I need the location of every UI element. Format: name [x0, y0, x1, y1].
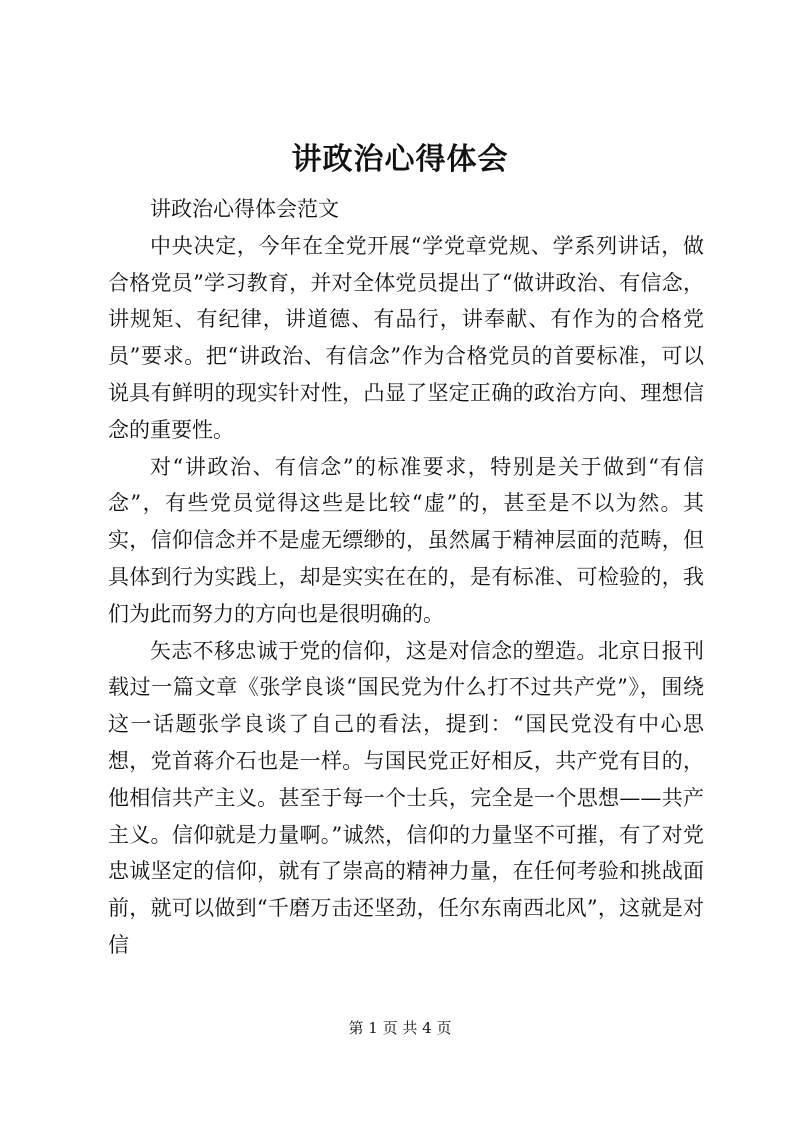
subtitle-paragraph: 讲政治心得体会范文 — [150, 197, 339, 221]
body-paragraph: 对“讲政治、有信念”的标准要求，特别是关于做到“有信念”，有些党员觉得这些是比较“虚”的，甚至是不以为然。其实，信仰信念并不是虚无缥缈的，虽然属于精神层面的范畴，但具体到行为实践上，却是实实在在的，是有标准、可检验的，我们为此而努力的方向也是很明确的。 — [108, 454, 704, 626]
page-number-footer: 第 1 页 共 4 页 — [348, 1019, 452, 1037]
body-paragraph: 中央决定，今年在全党开展“学党章党规、学系列讲话，做合格党员”学习教育，并对全体党员提出了“做讲政治、有信念，讲规矩、有纪律，讲道德、有品行，讲奉献、有作为的合格党员”要求。把“讲政治、有信念”作为合格党员的首要标准，可以说具有鲜明的现实针对性，凸显了坚定正确的政治方向、理想信念的重要性。 — [108, 233, 704, 442]
body-paragraph: 矢志不移忠诚于党的信仰，这是对信念的塑造。北京日报刊载过一篇文章《张学良谈“国民党为什么打不过共产党”》，围绕这一话题张学良谈了自己的看法，提到：“国民党没有中心思想，党首蒋介石也是一样。与国民党正好相反，共产党有目的，他相信共产主义。甚至于每一个士兵，完全是一个思想——共产主义。信仰就是力量啊。”诚然，信仰的力量坚不可摧，有了对党忠诚坚定的信仰，就有了崇高的精神力量，在任何考验和挑战面前，就可以做到“千磨万击还坚劲，任尔东南西北风”，这就是对信 — [108, 638, 704, 957]
document-body — [108, 191, 704, 964]
document-title: 讲政治心得体会 — [291, 142, 509, 177]
